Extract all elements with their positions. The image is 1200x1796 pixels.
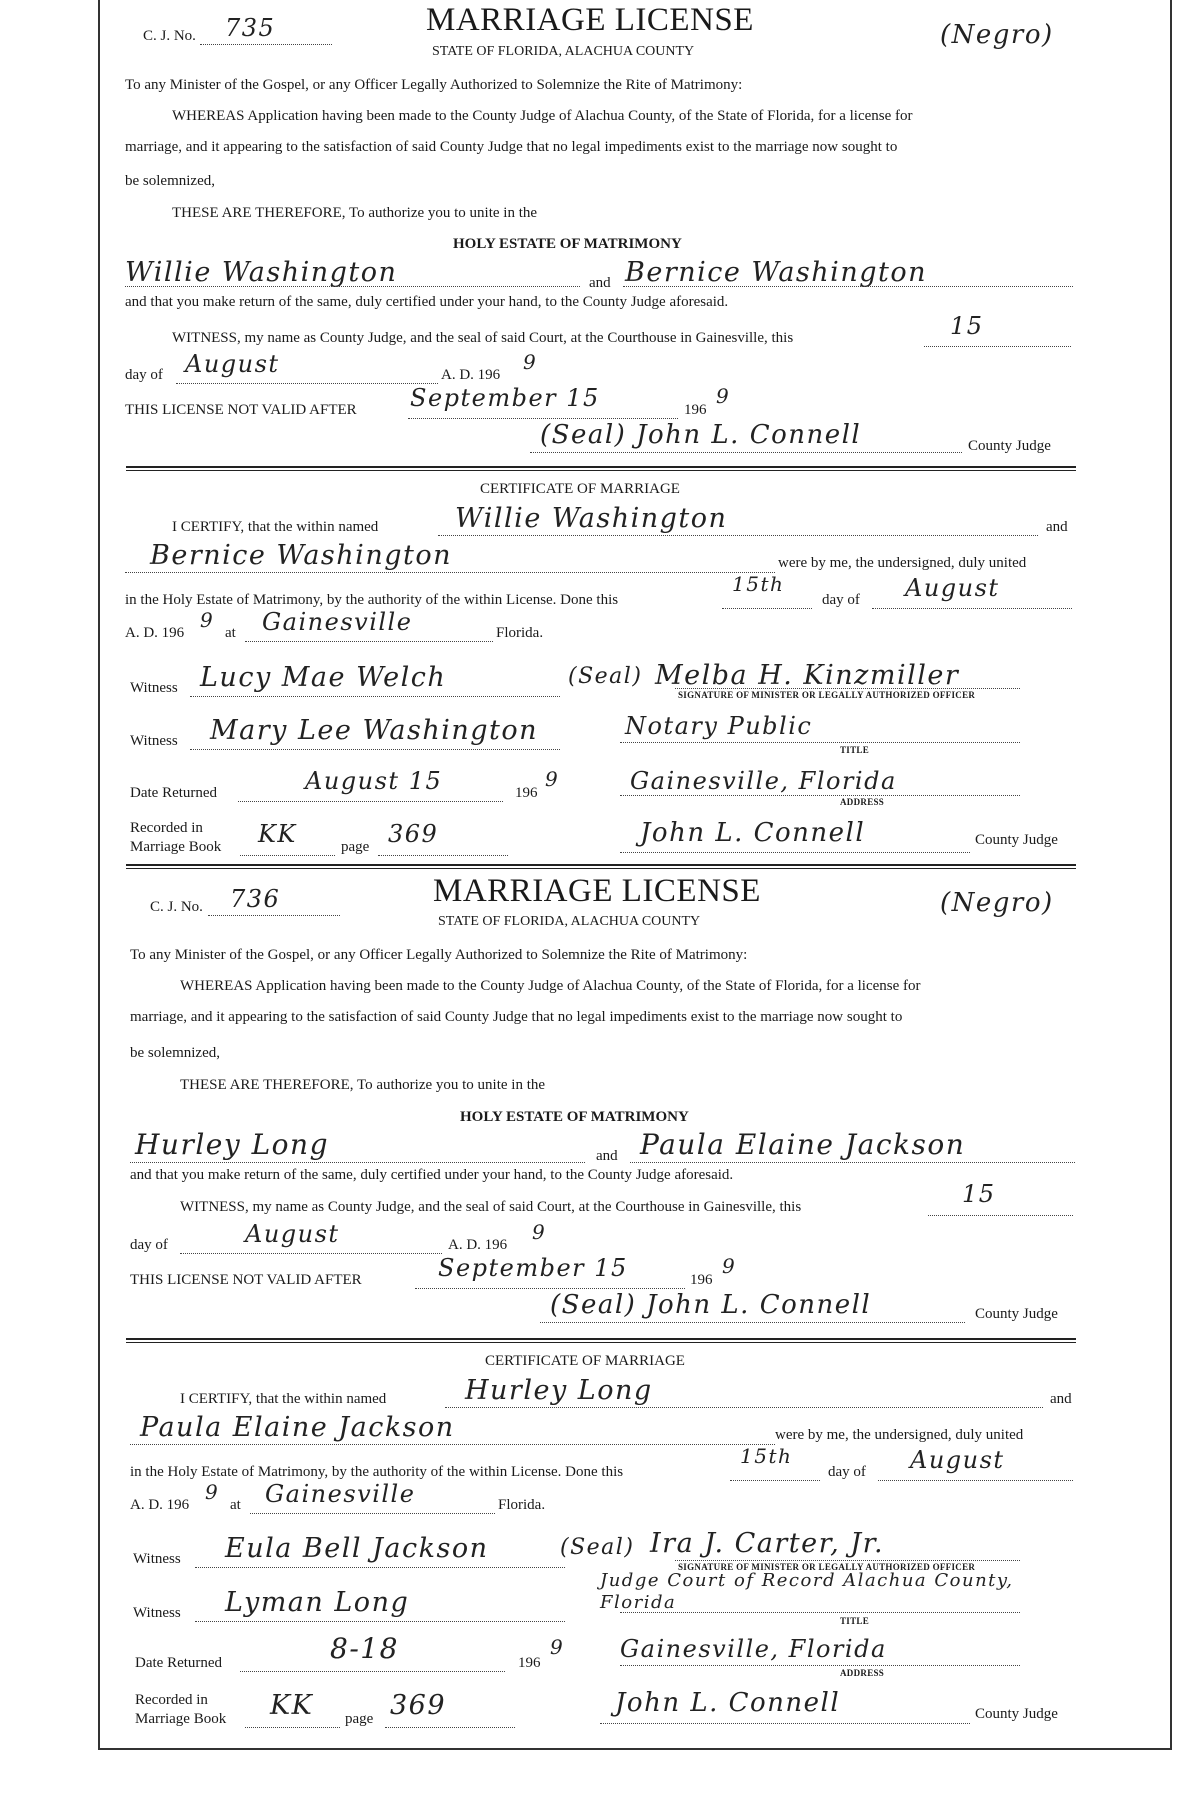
witness-2-name: Mary Lee Washington bbox=[210, 715, 539, 746]
date-returned-label: Date Returned bbox=[130, 785, 218, 801]
return-line: and that you make return of the same, duly certified under your hand, to the County Judge aforesaid. bbox=[125, 294, 729, 310]
expiry-date: September 15 bbox=[438, 1254, 628, 1282]
county-judge-label: County Judge bbox=[975, 1306, 1058, 1322]
ad-line-label: A. D. 196 bbox=[125, 625, 185, 641]
marriage-place: Gainesville bbox=[265, 1480, 416, 1508]
whereas-line-2: marriage, and it appearing to the satisfaction of said County Judge that no legal impediments exist to the marriage now sought to bbox=[130, 1009, 903, 1025]
license-divider bbox=[126, 864, 1076, 866]
date-returned-year-prefix: 196 bbox=[518, 1655, 541, 1671]
officer-signature: Melba H. Kinzmiller bbox=[655, 660, 960, 691]
page-number: 369 bbox=[390, 1690, 447, 1721]
date-returned-year-digit: 9 bbox=[550, 1635, 565, 1659]
officer-title: Notary Public bbox=[625, 712, 813, 740]
expiry-year-prefix: 196 bbox=[684, 402, 707, 418]
officer-signature-caption: SIGNATURE OF MINISTER OR LEGALLY AUTHORIZED OFFICER bbox=[678, 690, 976, 700]
witness-day: 15 bbox=[950, 312, 984, 340]
address-caption: ADDRESS bbox=[840, 797, 885, 807]
therefore-line: THESE ARE THEREFORE, To authorize you to unite in the bbox=[180, 1077, 546, 1093]
title-caption: TITLE bbox=[840, 745, 870, 755]
bride-name: Paula Elaine Jackson bbox=[640, 1128, 966, 1161]
whereas-line-3: be solemnized, bbox=[130, 1045, 220, 1061]
not-valid-label: THIS LICENSE NOT VALID AFTER bbox=[130, 1272, 362, 1288]
holy-estate-line: in the Holy Estate of Matrimony, by the authority of the within License. Done this bbox=[125, 592, 619, 608]
witness-1-label: Witness bbox=[130, 680, 178, 696]
date-returned: August 15 bbox=[305, 767, 443, 795]
groom-name: Willie Washington bbox=[125, 257, 398, 288]
title-caption: TITLE bbox=[840, 1616, 870, 1626]
done-day-of: day of bbox=[822, 592, 860, 608]
divider bbox=[126, 466, 1076, 468]
done-month: August bbox=[910, 1446, 1005, 1474]
page-number: 369 bbox=[388, 820, 439, 848]
certificate-and: and bbox=[1046, 519, 1068, 535]
license-month: August bbox=[245, 1220, 340, 1248]
recorder-signature: John L. Connell bbox=[640, 818, 866, 848]
whereas-line-1: WHEREAS Application having been made to the County Judge of Alachua County, of the State of Florida, for a license for bbox=[172, 108, 913, 124]
witness-text: WITNESS, my name as County Judge, and the seal of said Court, at the Courthouse in Gainesville, this bbox=[180, 1199, 802, 1215]
officer-address: Gainesville, Florida bbox=[620, 1635, 887, 1663]
witness-seal: (Seal) bbox=[560, 1535, 635, 1560]
expiry-year-digit: 9 bbox=[716, 384, 731, 408]
ad-at: at bbox=[225, 625, 236, 641]
therefore-line: THESE ARE THEREFORE, To authorize you to unite in the bbox=[172, 205, 538, 221]
done-day: 15th bbox=[732, 572, 785, 596]
officer-signature-caption: SIGNATURE OF MINISTER OR LEGALLY AUTHORIZED OFFICER bbox=[678, 1562, 976, 1572]
holy-estate-heading: HOLY ESTATE OF MATRIMONY bbox=[453, 236, 682, 252]
witness-2-label: Witness bbox=[130, 733, 178, 749]
license-title: MARRIAGE LICENSE bbox=[426, 2, 754, 38]
address-line: To any Minister of the Gospel, or any Officer Legally Authorized to Solemnize the Rite of Matrimony: bbox=[125, 77, 743, 93]
officer-title: Judge Court of Record Alachua County, Florida bbox=[600, 1570, 1014, 1613]
license-subtitle: STATE OF FLORIDA, ALACHUA COUNTY bbox=[438, 914, 701, 929]
page-label: page bbox=[345, 1711, 374, 1727]
cj-number: 736 bbox=[230, 885, 281, 913]
address-line: To any Minister of the Gospel, or any Officer Legally Authorized to Solemnize the Rite of Matrimony: bbox=[130, 947, 748, 963]
date-returned-year-prefix: 196 bbox=[515, 785, 538, 801]
cj-label: C. J. No. bbox=[150, 899, 203, 915]
license-month: August bbox=[185, 350, 280, 378]
marriage-book-label: Marriage Book bbox=[130, 839, 222, 855]
certificate-title: CERTIFICATE OF MARRIAGE bbox=[485, 1353, 685, 1369]
cj-label: C. J. No. bbox=[143, 28, 196, 44]
certificate-groom: Willie Washington bbox=[455, 503, 728, 534]
recorder-signature: John L. Connell bbox=[615, 1688, 841, 1718]
address-caption: ADDRESS bbox=[840, 1668, 885, 1678]
florida-label: Florida. bbox=[496, 625, 544, 641]
race-note: (Negro) bbox=[940, 888, 1054, 918]
license-year-digit: 9 bbox=[532, 1220, 547, 1244]
certificate-groom: Hurley Long bbox=[465, 1375, 653, 1406]
ad-label: A. D. 196 bbox=[448, 1237, 508, 1253]
return-line: and that you make return of the same, duly certified under your hand, to the County Judge aforesaid. bbox=[130, 1167, 734, 1183]
date-returned: 8-18 bbox=[330, 1632, 399, 1665]
judge-signature: (Seal) John L. Connell bbox=[550, 1290, 872, 1320]
certificate-bride: Paula Elaine Jackson bbox=[140, 1412, 455, 1443]
ad-year-digit: 9 bbox=[200, 608, 215, 632]
done-month: August bbox=[905, 574, 1000, 602]
witness-2-label: Witness bbox=[133, 1605, 181, 1621]
expiry-date: September 15 bbox=[410, 384, 600, 412]
ad-line-label: A. D. 196 bbox=[130, 1497, 190, 1513]
certify-label: I CERTIFY, that the within named bbox=[180, 1391, 387, 1407]
witness-1-name: Eula Bell Jackson bbox=[225, 1533, 489, 1564]
divider bbox=[126, 1338, 1076, 1340]
witness-day: 15 bbox=[962, 1180, 996, 1208]
license-subtitle: STATE OF FLORIDA, ALACHUA COUNTY bbox=[432, 44, 695, 59]
done-day: 15th bbox=[740, 1444, 793, 1468]
expiry-year-prefix: 196 bbox=[690, 1272, 713, 1288]
done-day-of: day of bbox=[828, 1464, 866, 1480]
divider bbox=[126, 470, 1076, 471]
not-valid-label: THIS LICENSE NOT VALID AFTER bbox=[125, 402, 357, 418]
certificate-and: and bbox=[1050, 1391, 1072, 1407]
recorded-in-label: Recorded in bbox=[130, 820, 203, 836]
recorder-county-judge: County Judge bbox=[975, 832, 1058, 848]
florida-label: Florida. bbox=[498, 1497, 546, 1513]
whereas-line-3: be solemnized, bbox=[125, 173, 215, 189]
certify-label: I CERTIFY, that the within named bbox=[172, 519, 379, 535]
county-judge-label: County Judge bbox=[968, 438, 1051, 454]
license-title: MARRIAGE LICENSE bbox=[433, 873, 761, 909]
recorded-in-label: Recorded in bbox=[135, 1692, 208, 1708]
ad-label: A. D. 196 bbox=[441, 367, 501, 383]
holy-estate-heading: HOLY ESTATE OF MATRIMONY bbox=[460, 1109, 689, 1125]
were-by-me: were by me, the undersigned, duly united bbox=[775, 1427, 1024, 1443]
date-returned-label: Date Returned bbox=[135, 1655, 223, 1671]
witness-text: WITNESS, my name as County Judge, and the seal of said Court, at the Courthouse in Gainesville, this bbox=[172, 330, 794, 346]
whereas-line-2: marriage, and it appearing to the satisfaction of said County Judge that no legal impediments exist to the marriage now sought to bbox=[125, 139, 898, 155]
date-returned-year-digit: 9 bbox=[545, 767, 560, 791]
and-word: and bbox=[596, 1148, 618, 1164]
book-id: KK bbox=[258, 820, 297, 848]
witness-seal: (Seal) bbox=[568, 664, 643, 689]
certificate-title: CERTIFICATE OF MARRIAGE bbox=[480, 481, 680, 497]
witness-1-label: Witness bbox=[133, 1551, 181, 1567]
and-word: and bbox=[589, 275, 611, 291]
whereas-line-1: WHEREAS Application having been made to the County Judge of Alachua County, of the State of Florida, for a license for bbox=[180, 978, 921, 994]
certificate-bride: Bernice Washington bbox=[150, 540, 452, 571]
recorder-county-judge: County Judge bbox=[975, 1706, 1058, 1722]
day-of-label: day of bbox=[130, 1237, 168, 1253]
day-of-label: day of bbox=[125, 367, 163, 383]
holy-estate-line: in the Holy Estate of Matrimony, by the authority of the within License. Done this bbox=[130, 1464, 624, 1480]
witness-1-name: Lucy Mae Welch bbox=[200, 662, 447, 693]
were-by-me: were by me, the undersigned, duly united bbox=[778, 555, 1027, 571]
cj-number: 735 bbox=[225, 14, 276, 42]
license-year-digit: 9 bbox=[523, 350, 538, 374]
groom-name: Hurley Long bbox=[135, 1128, 329, 1161]
marriage-book-label: Marriage Book bbox=[135, 1711, 227, 1727]
expiry-year-digit: 9 bbox=[722, 1254, 737, 1278]
license-divider bbox=[126, 868, 1076, 869]
bride-name: Bernice Washington bbox=[625, 257, 927, 288]
officer-address: Gainesville, Florida bbox=[630, 767, 897, 795]
divider bbox=[126, 1342, 1076, 1343]
ad-at: at bbox=[230, 1497, 241, 1513]
judge-signature: (Seal) John L. Connell bbox=[540, 420, 862, 450]
book-id: KK bbox=[270, 1690, 314, 1721]
witness-2-name: Lyman Long bbox=[225, 1587, 410, 1618]
race-note: (Negro) bbox=[940, 20, 1054, 50]
ad-year-digit: 9 bbox=[205, 1480, 220, 1504]
page-label: page bbox=[341, 839, 370, 855]
marriage-place: Gainesville bbox=[262, 608, 413, 636]
officer-signature: Ira J. Carter, Jr. bbox=[650, 1528, 885, 1559]
